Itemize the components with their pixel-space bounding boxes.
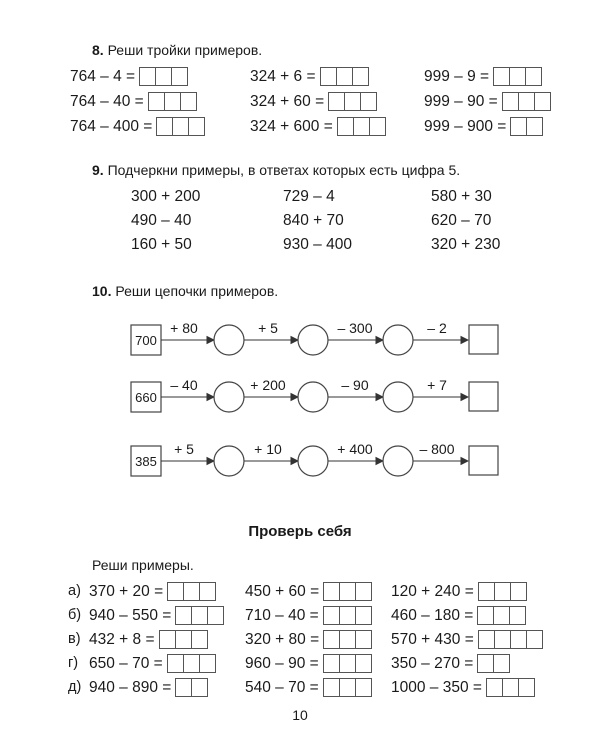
answer-cell[interactable] <box>477 606 494 625</box>
answer-cell[interactable] <box>188 117 205 136</box>
answer-cells[interactable] <box>323 582 372 601</box>
task-8-example <box>250 117 386 136</box>
expression-text: 999 – 90 = <box>424 92 498 110</box>
chain-answer-circle[interactable] <box>383 382 413 412</box>
answer-cell[interactable] <box>478 630 495 649</box>
expression-text: 324 + 60 = <box>250 92 325 110</box>
answer-cell[interactable] <box>139 67 156 86</box>
chain-operation: + 80 <box>170 320 198 336</box>
chain-operation: + 5 <box>174 441 194 457</box>
answer-cell[interactable] <box>518 92 535 111</box>
answer-cell[interactable] <box>509 606 526 625</box>
answer-cell[interactable] <box>323 582 340 601</box>
answer-cell[interactable] <box>493 654 510 673</box>
answer-cell[interactable] <box>526 117 543 136</box>
task-8-example <box>424 92 551 111</box>
answer-cell[interactable] <box>156 117 173 136</box>
row-letter: г) <box>68 655 79 671</box>
task-8-example <box>424 67 542 86</box>
expression-text: 324 + 6 = <box>250 67 316 85</box>
expression-text: 450 + 60 = <box>245 582 320 600</box>
answer-cell[interactable] <box>180 92 197 111</box>
answer-cells[interactable] <box>478 582 527 601</box>
answer-cell[interactable] <box>323 678 340 697</box>
expression-text: 350 – 270 = <box>391 654 474 672</box>
answer-cell[interactable] <box>510 630 527 649</box>
task-9-example[interactable]: 930 – 400 <box>283 236 352 253</box>
task-9-example[interactable]: 490 – 40 <box>131 212 192 229</box>
chain-operation: + 7 <box>427 377 447 393</box>
answer-cell[interactable] <box>183 582 200 601</box>
answer-cells[interactable] <box>328 92 377 111</box>
answer-cell[interactable] <box>159 630 176 649</box>
answer-cells[interactable] <box>323 630 372 649</box>
answer-cell[interactable] <box>339 678 356 697</box>
task-9-example[interactable]: 840 + 70 <box>283 212 344 229</box>
task-10-text: Реши цепочки примеров. <box>115 283 279 299</box>
check-example <box>89 654 216 673</box>
page-number: 10 <box>292 707 308 723</box>
answer-cell[interactable] <box>191 678 208 697</box>
chain-operation: – 2 <box>427 320 447 336</box>
answer-cell[interactable] <box>175 678 192 697</box>
answer-cell[interactable] <box>339 606 356 625</box>
chain-answer-circle[interactable] <box>383 446 413 476</box>
answer-cell[interactable] <box>502 92 519 111</box>
task-8-example <box>424 117 543 136</box>
answer-cells[interactable] <box>323 654 372 673</box>
chain-operation: + 200 <box>250 377 286 393</box>
expression-text: 764 – 40 = <box>70 92 144 110</box>
answer-cells[interactable] <box>175 606 224 625</box>
chain-final-box[interactable] <box>469 446 498 475</box>
answer-cell[interactable] <box>167 654 184 673</box>
task-9-example[interactable]: 320 + 230 <box>431 236 501 253</box>
check-example <box>391 654 510 673</box>
row-letter: д) <box>68 679 82 695</box>
expression-text: 999 – 900 = <box>424 117 507 135</box>
expression-text: 764 – 400 = <box>70 117 153 135</box>
answer-cell[interactable] <box>494 582 511 601</box>
answer-cells[interactable] <box>148 92 197 111</box>
task-9-example[interactable]: 620 – 70 <box>431 212 492 229</box>
answer-cell[interactable] <box>339 582 356 601</box>
answer-cell[interactable] <box>493 606 510 625</box>
answer-cell[interactable] <box>175 606 192 625</box>
answer-cells[interactable] <box>320 67 369 86</box>
task-9-title <box>92 162 460 178</box>
answer-cell[interactable] <box>199 654 216 673</box>
answer-cell[interactable] <box>502 678 519 697</box>
task-8-example <box>70 67 188 86</box>
answer-cell[interactable] <box>171 67 188 86</box>
expression-text: 764 – 4 = <box>70 67 136 85</box>
answer-cell[interactable] <box>355 606 372 625</box>
row-letter: в) <box>68 631 81 647</box>
task-8-example <box>70 117 205 136</box>
expression-text: 940 – 890 = <box>89 678 172 696</box>
chain-operation: – 40 <box>170 377 198 393</box>
answer-cell[interactable] <box>164 92 181 111</box>
answer-cell[interactable] <box>509 67 526 86</box>
expression-text: 540 – 70 = <box>245 678 319 696</box>
task-9-text: Подчеркни примеры, в ответах которых есть цифра 5. <box>107 162 461 178</box>
task-9-example[interactable]: 160 + 50 <box>131 236 192 253</box>
answer-cell[interactable] <box>493 67 510 86</box>
answer-cells[interactable] <box>478 630 543 649</box>
row-letter: б) <box>68 607 82 623</box>
answer-cell[interactable] <box>477 654 494 673</box>
check-example <box>391 678 535 697</box>
check-example <box>245 630 372 649</box>
task-8-example <box>250 92 377 111</box>
chain-answer-circle[interactable] <box>298 382 328 412</box>
check-example <box>391 606 526 625</box>
answer-cells[interactable] <box>477 654 510 673</box>
answer-cell[interactable] <box>353 117 370 136</box>
answer-cells[interactable] <box>337 117 386 136</box>
task-9-number: 9. <box>92 162 104 178</box>
expression-text: 570 + 430 = <box>391 630 474 648</box>
expression-text: 710 – 40 = <box>245 606 319 624</box>
answer-cell[interactable] <box>172 117 189 136</box>
expression-text: 940 – 550 = <box>89 606 172 624</box>
check-example <box>245 582 372 601</box>
answer-cell[interactable] <box>199 582 216 601</box>
task-9-example[interactable]: 729 – 4 <box>283 188 335 205</box>
answer-cell[interactable] <box>478 582 495 601</box>
expression-text: 960 – 90 = <box>245 654 319 672</box>
task-8-example <box>70 92 197 111</box>
answer-cells[interactable] <box>323 678 372 697</box>
check-example <box>89 678 208 697</box>
check-example <box>245 654 372 673</box>
task-8-number: 8. <box>92 42 104 58</box>
row-letter: а) <box>68 583 81 599</box>
answer-cell[interactable] <box>369 117 386 136</box>
answer-cell[interactable] <box>355 630 372 649</box>
task-8-text: Реши тройки примеров. <box>107 42 263 58</box>
answer-cells[interactable] <box>493 67 542 86</box>
check-example <box>391 630 543 649</box>
answer-cell[interactable] <box>344 92 361 111</box>
answer-cells[interactable] <box>502 92 551 111</box>
chain-operation: – 90 <box>341 377 369 393</box>
answer-cells[interactable] <box>159 630 208 649</box>
answer-cells[interactable] <box>139 67 188 86</box>
chain-operation: + 400 <box>337 441 373 457</box>
expression-text: 324 + 600 = <box>250 117 333 135</box>
task-10-chains <box>0 300 600 490</box>
answer-cell[interactable] <box>494 630 511 649</box>
task-8-example <box>250 67 369 86</box>
check-title: Проверь себя <box>248 523 352 540</box>
task-10-number: 10. <box>92 283 112 299</box>
check-example <box>391 582 527 601</box>
chain-operation: + 10 <box>254 441 282 457</box>
answer-cell[interactable] <box>183 654 200 673</box>
answer-cells[interactable] <box>323 606 372 625</box>
expression-text: 460 – 180 = <box>391 606 474 624</box>
expression-text: 120 + 240 = <box>391 582 474 600</box>
answer-cell[interactable] <box>323 654 340 673</box>
check-instruction: Реши примеры. <box>92 557 194 573</box>
chain-final-box[interactable] <box>469 382 498 411</box>
check-example <box>245 606 372 625</box>
expression-text: 999 – 9 = <box>424 67 490 85</box>
answer-cell[interactable] <box>526 630 543 649</box>
check-example <box>245 678 372 697</box>
answer-cell[interactable] <box>360 92 377 111</box>
chain-answer-circle[interactable] <box>298 446 328 476</box>
expression-text: 1000 – 350 = <box>391 678 482 696</box>
answer-cell[interactable] <box>191 606 208 625</box>
check-example <box>89 606 224 625</box>
answer-cell[interactable] <box>337 117 354 136</box>
chain-answer-circle[interactable] <box>214 446 244 476</box>
answer-cell[interactable] <box>510 117 527 136</box>
task-9-example[interactable]: 580 + 30 <box>431 188 492 205</box>
chain-start-value: 700 <box>135 333 157 348</box>
answer-cell[interactable] <box>323 606 340 625</box>
task-10-title <box>92 283 278 299</box>
chain-answer-circle[interactable] <box>214 325 244 355</box>
answer-cell[interactable] <box>207 606 224 625</box>
answer-cell[interactable] <box>167 582 184 601</box>
chain-answer-circle[interactable] <box>214 382 244 412</box>
answer-cell[interactable] <box>175 630 192 649</box>
answer-cell[interactable] <box>336 67 353 86</box>
answer-cell[interactable] <box>320 67 337 86</box>
answer-cells[interactable] <box>167 654 216 673</box>
answer-cell[interactable] <box>355 654 372 673</box>
answer-cell[interactable] <box>339 630 356 649</box>
chain-operation: + 5 <box>258 320 278 336</box>
task-9-example[interactable]: 300 + 200 <box>131 188 201 205</box>
answer-cells[interactable] <box>477 606 526 625</box>
chain-operation: – 800 <box>419 441 455 457</box>
answer-cell[interactable] <box>510 582 527 601</box>
answer-cell[interactable] <box>518 678 535 697</box>
answer-cell[interactable] <box>486 678 503 697</box>
answer-cell[interactable] <box>323 630 340 649</box>
task-8-title <box>92 42 262 58</box>
chain-answer-circle[interactable] <box>383 325 413 355</box>
check-example <box>89 582 216 601</box>
expression-text: 370 + 20 = <box>89 582 164 600</box>
answer-cell[interactable] <box>328 92 345 111</box>
chain-final-box[interactable] <box>469 325 498 354</box>
answer-cell[interactable] <box>355 678 372 697</box>
answer-cells[interactable] <box>510 117 543 136</box>
answer-cell[interactable] <box>355 582 372 601</box>
answer-cells[interactable] <box>167 582 216 601</box>
answer-cell[interactable] <box>534 92 551 111</box>
answer-cell[interactable] <box>148 92 165 111</box>
answer-cells[interactable] <box>175 678 208 697</box>
answer-cell[interactable] <box>339 654 356 673</box>
chain-start-value: 660 <box>135 390 157 405</box>
expression-text: 650 – 70 = <box>89 654 163 672</box>
chain-start-value: 385 <box>135 454 157 469</box>
check-example <box>89 630 208 649</box>
answer-cell[interactable] <box>352 67 369 86</box>
expression-text: 320 + 80 = <box>245 630 320 648</box>
chain-answer-circle[interactable] <box>298 325 328 355</box>
answer-cells[interactable] <box>486 678 535 697</box>
answer-cell[interactable] <box>191 630 208 649</box>
answer-cells[interactable] <box>156 117 205 136</box>
chain-operation: – 300 <box>337 320 373 336</box>
answer-cell[interactable] <box>155 67 172 86</box>
expression-text: 432 + 8 = <box>89 630 155 648</box>
answer-cell[interactable] <box>525 67 542 86</box>
